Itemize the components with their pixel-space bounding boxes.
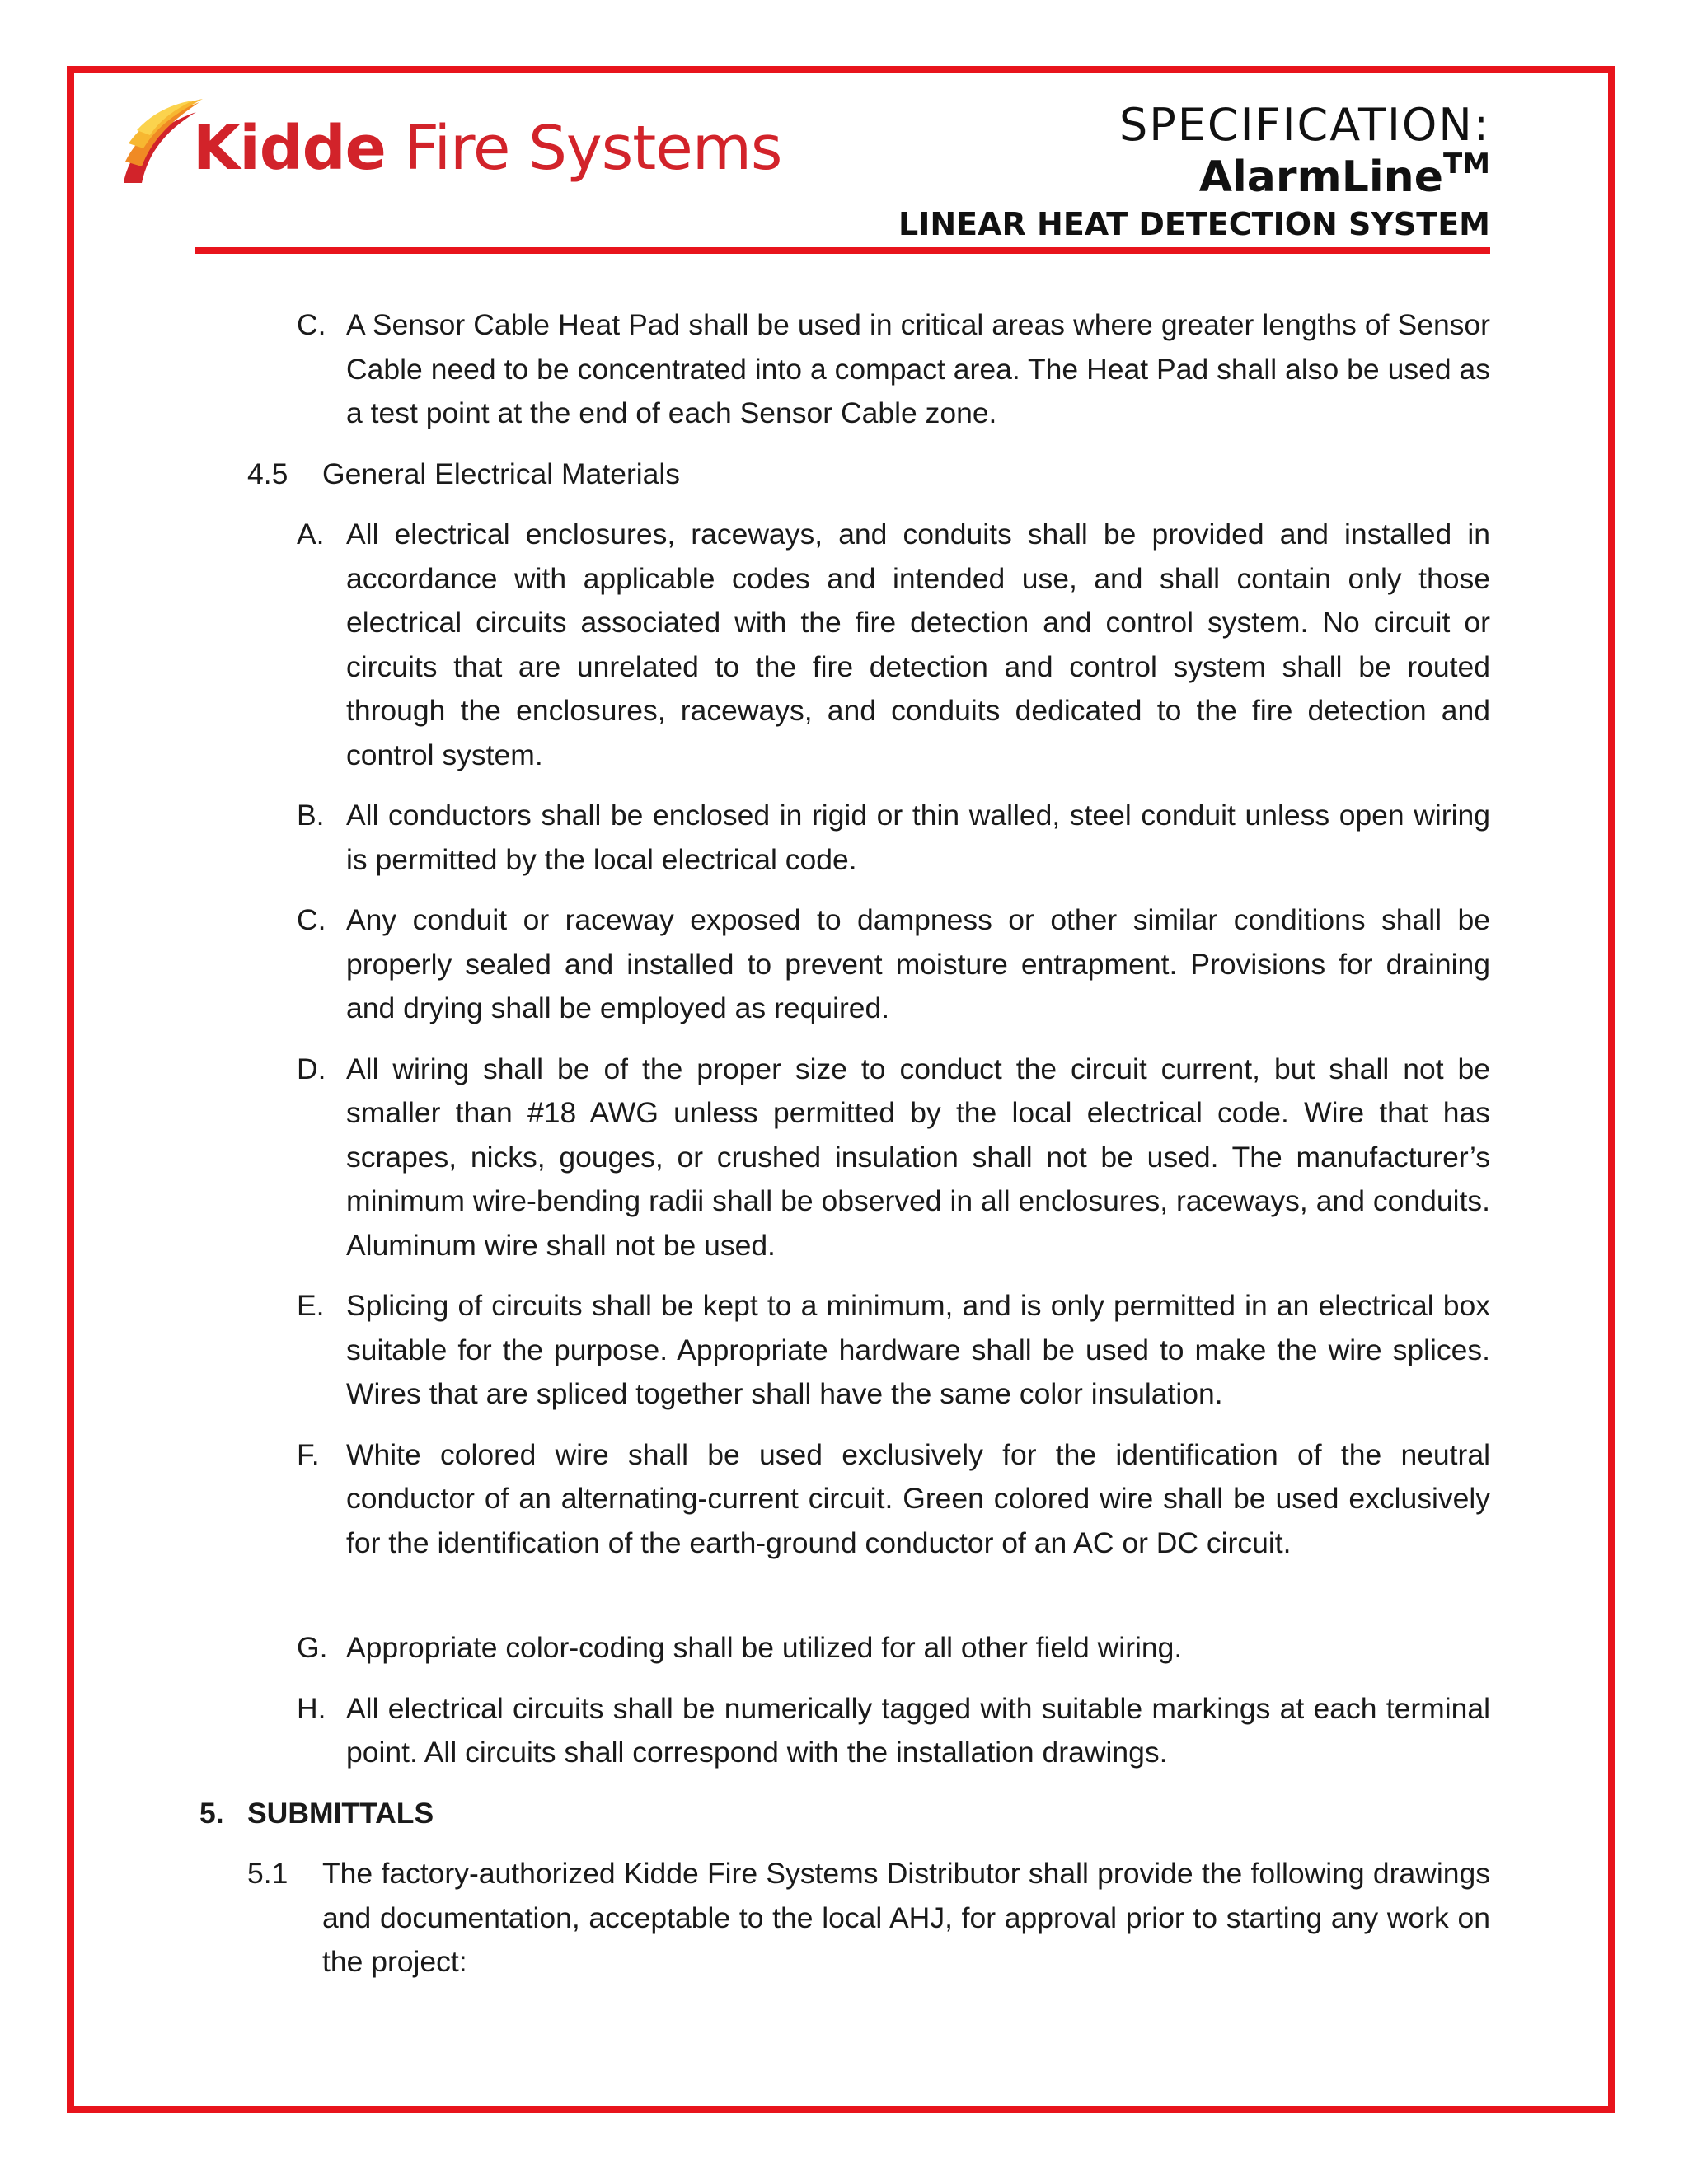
specification-header <box>898 99 1490 246</box>
item-text: All electrical enclosures, raceways, and conduits shall be provided and installed in accordance with applicable codes and intended use, and shall contain only those electrical circuits associated with the fire detection and control system. No circuit or circuits that are unrelated to the fire detection and control system shall be routed through the enclosures, raceways, and conduits dedicated to the fire detection and control system. <box>346 518 1490 771</box>
list-item <box>297 794 1490 882</box>
logo-brand-rest: Fire Systems <box>385 113 782 184</box>
item-text: All conductors shall be enclosed in rigid or thin walled, steel conduit unless open wiring is permitted by the local electrical code. <box>346 799 1490 876</box>
item-text: A Sensor Cable Heat Pad shall be used in critical areas where greater lengths of Sensor Cable need to be concentrated into a compact area. The Heat Pad shall also be used as a test point at the end of each Sensor Cable zone. <box>346 308 1490 429</box>
section-number: 5.1 <box>247 1857 288 1890</box>
item-text: Appropriate color-coding shall be utilized for all other field wiring. <box>346 1631 1183 1664</box>
section-title: General Electrical Materials <box>322 457 681 490</box>
subsection-heading <box>247 452 1490 497</box>
trademark-mark: TM <box>1442 148 1490 180</box>
item-marker: F. <box>297 1437 320 1471</box>
logo-wordmark <box>193 113 782 184</box>
subsection-paragraph <box>247 1852 1490 1985</box>
item-text: All electrical circuits shall be numerically tagged with suitable markings at each terminal point. All circuits shall correspond with the installation drawings. <box>346 1691 1490 1769</box>
item-marker: B. <box>297 799 325 832</box>
item-text: Splicing of circuits shall be kept to a minimum, and is only permitted in an electrical box suitable for the purpose. Appropriate hardware shall be used to make the wire splices. Wires that are spliced together shall have the same color insulation. <box>346 1289 1490 1410</box>
item-marker: C. <box>297 308 326 341</box>
kidde-logo <box>117 97 782 196</box>
list-item <box>297 303 1490 436</box>
list-item <box>297 1284 1490 1417</box>
list-item <box>297 1047 1490 1268</box>
section-heading <box>199 1792 1490 1836</box>
item-text: Any conduit or raceway exposed to dampness or other similar conditions shall be properly sealed and installed to prevent moisture entrapment. Provisions for draining and drying shall be employed as required. <box>346 903 1490 1024</box>
item-text: All wiring shall be of the proper size to conduct the circuit current, but shall not be smaller than #18 AWG unless permitted by the local electrical code. Wire that has scrapes, nicks, gouges, or crushed insulation shall not be used. The manufacturer’s minimum wire-bending radii shall be observed in all enclosures, raceways, and conduits. Aluminum wire shall not be used. <box>346 1052 1490 1262</box>
logo-brand-bold: Kidde <box>193 113 386 184</box>
section-number: 4.5 <box>247 457 288 490</box>
item-marker: C. <box>297 903 326 936</box>
item-marker: A. <box>297 518 325 551</box>
section-number: 5. <box>199 1796 224 1830</box>
flame-logo-icon <box>117 97 204 188</box>
product-label: AlarmLine <box>1198 152 1443 202</box>
item-marker: H. <box>297 1691 326 1725</box>
item-marker: D. <box>297 1052 326 1085</box>
header-rule <box>195 247 1490 254</box>
list-item <box>297 513 1490 777</box>
spec-title: SPECIFICATION: <box>1118 99 1490 151</box>
item-marker: G. <box>297 1631 328 1664</box>
list-item <box>297 1626 1490 1671</box>
list-item <box>297 898 1490 1031</box>
list-item <box>297 1433 1490 1566</box>
item-marker: E. <box>297 1289 325 1322</box>
section-title: SUBMITTALS <box>247 1796 434 1830</box>
list-item <box>297 1687 1490 1775</box>
spec-subtitle: LINEAR HEAT DETECTION SYSTEM <box>898 206 1490 242</box>
item-text: The factory-authorized Kidde Fire Systems Distributor shall provide the following drawings and documentation, acceptable to the local AHJ, for approval prior to starting any work on the project: <box>322 1857 1490 1978</box>
item-text: White colored wire shall be used exclusively for the identification of the neutral conductor of an alternating-current circuit. Green colored wire shall be used exclusively for the identification of the earth-ground conductor of an AC or DC circuit. <box>346 1437 1490 1559</box>
document-body <box>0 303 1688 1985</box>
product-name <box>898 148 1490 203</box>
